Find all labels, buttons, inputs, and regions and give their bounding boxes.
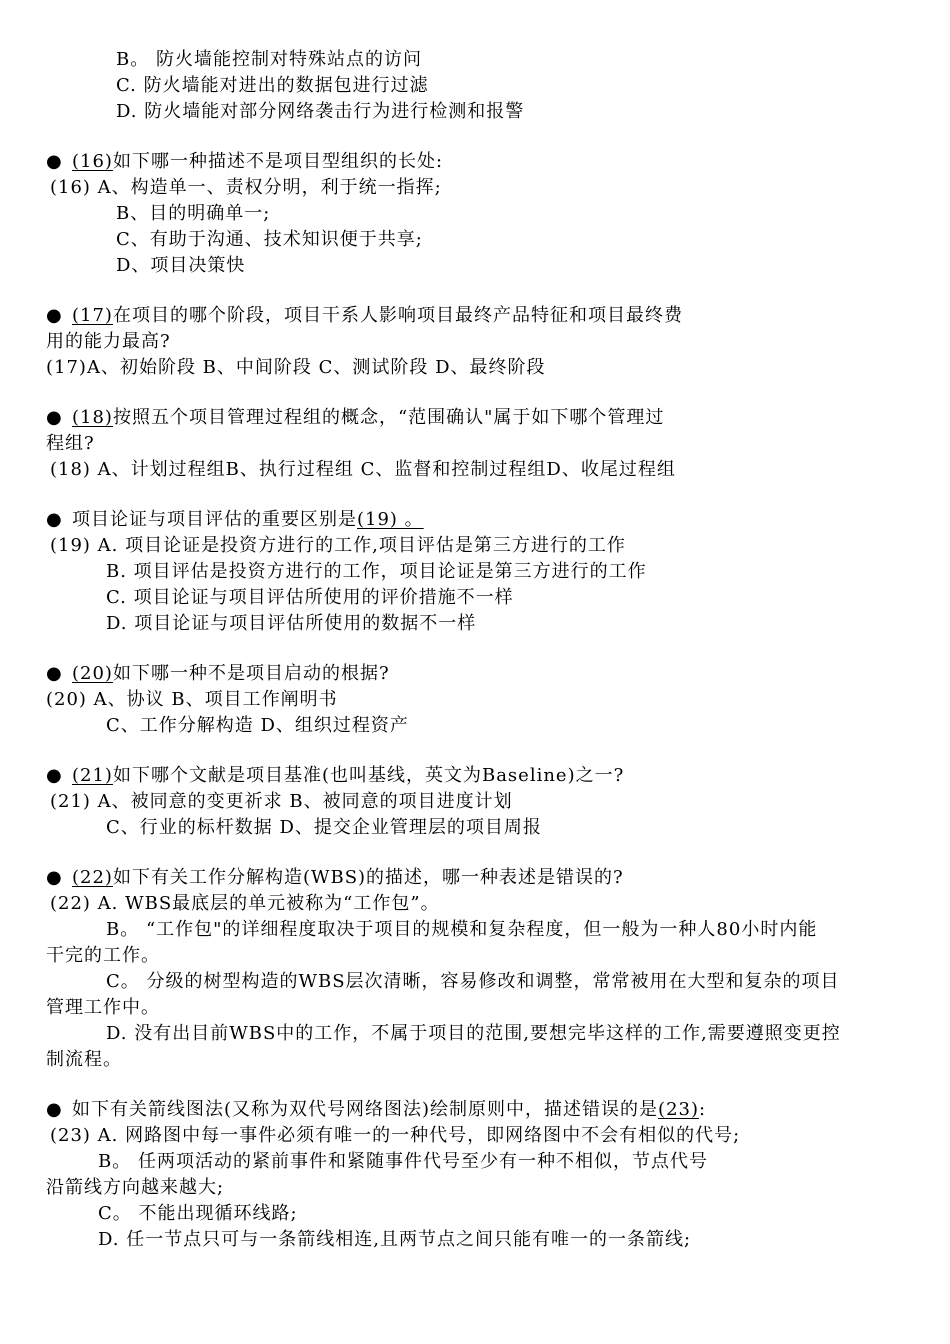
- option-d: D. 任一节点只可与一条箭线相连,且两节点之间只能有唯一的一条箭线;: [98, 1229, 692, 1250]
- question-number: (17): [72, 305, 113, 326]
- question-number: (22): [72, 867, 113, 888]
- question-19-stem: [46, 509, 424, 531]
- option-c: C。 不能出现循环线路;: [98, 1203, 298, 1224]
- option-b: B. 项目评估是投资方进行的工作，项目论证是第三方进行的工作: [106, 561, 647, 582]
- question-punct: :: [699, 1099, 707, 1120]
- options-line: (17)A、初始阶段 B、中间阶段 C、测试阶段 D、最终阶段: [46, 357, 546, 378]
- option-a: (23) A. 网路图中每一事件必须有唯一的一种代号，即网络图中不会有相似的代号;: [50, 1125, 741, 1146]
- option-d: D. 防火墙能对部分网络袭击行为进行检测和报警: [116, 101, 525, 122]
- question-text: 如下哪一种描述不是项目型组织的长处:: [112, 151, 444, 172]
- question-number: (18): [72, 407, 113, 428]
- bullet-icon: ●: [46, 663, 63, 684]
- question-18-stem: [46, 407, 664, 429]
- option-c: C. 防火墙能对进出的数据包进行过滤: [116, 75, 429, 96]
- option-c-continued: 管理工作中。: [46, 997, 160, 1018]
- option-c: C. 项目论证与项目评估所使用的评价措施不一样: [106, 587, 514, 608]
- options-line: (21) A、被同意的变更祈求 B、被同意的项目进度计划: [50, 791, 513, 812]
- option-b: B。 任两项活动的紧前事件和紧随事件代号至少有一种不相似，节点代号: [98, 1151, 708, 1172]
- option-d-continued: 制流程。: [46, 1049, 122, 1070]
- bullet-icon: ●: [46, 407, 63, 428]
- option-b: B、目的明确单一;: [116, 203, 271, 224]
- question-text-continued: 程组?: [46, 433, 95, 454]
- bullet-icon: ●: [46, 151, 63, 172]
- question-22-stem: [46, 867, 624, 889]
- bullet-icon: ●: [46, 765, 63, 786]
- options-line: C、工作分解构造 D、组织过程资产: [106, 715, 409, 736]
- question-21-stem: [46, 765, 624, 787]
- question-text: 如下有关工作分解构造(WBS)的描述，哪一种表述是错误的?: [112, 867, 624, 888]
- question-number: (23): [658, 1099, 699, 1120]
- option-a: (19) A. 项目论证是投资方进行的工作,项目评估是第三方进行的工作: [50, 535, 626, 556]
- question-23-stem: [46, 1099, 706, 1121]
- option-b-continued: 干完的工作。: [46, 945, 160, 966]
- question-text: 如下哪一种不是项目启动的根据?: [112, 663, 390, 684]
- option-d: D. 项目论证与项目评估所使用的数据不一样: [106, 613, 477, 634]
- question-number: (16): [72, 151, 113, 172]
- question-20-stem: [46, 663, 390, 685]
- option-a: (22) A. WBS最底层的单元被称为“工作包”。: [50, 893, 440, 914]
- options-line: (18) A、计划过程组B、执行过程组 C、监督和控制过程组D、收尾过程组: [50, 459, 676, 480]
- option-b: B。 防火墙能控制对特殊站点的访问: [116, 49, 422, 70]
- question-text: 如下哪个文献是项目基准(也叫基线，英文为Baseline)之一?: [112, 765, 625, 786]
- question-text-continued: 用的能力最高?: [46, 331, 171, 352]
- option-c: C。 分级的树型构造的WBS层次清晰，容易修改和调整，常常被用在大型和复杂的项目: [106, 971, 840, 992]
- option-b: B。 “工作包"的详细程度取决于项目的规模和复杂程度，但一般为一种人80小时内能: [106, 919, 818, 940]
- option-d: D、项目决策快: [116, 255, 246, 276]
- question-text: 在项目的哪个阶段，项目干系人影响项目最终产品特征和项目最终费: [112, 305, 683, 326]
- question-number: (19) 。: [357, 509, 424, 530]
- question-text: 如下有关箭线图法(又称为双代号网络图法)绘制原则中，描述错误的是: [72, 1099, 659, 1120]
- bullet-icon: ●: [46, 867, 63, 888]
- bullet-icon: ●: [46, 1099, 63, 1120]
- question-text: 项目论证与项目评估的重要区别是: [72, 509, 357, 530]
- question-number: (20): [72, 663, 113, 684]
- question-number: (21): [72, 765, 113, 786]
- options-line: (20) A、协议 B、项目工作阐明书: [46, 689, 338, 710]
- option-d: D. 没有出目前WBS中的工作，不属于项目的范围,要想完毕这样的工作,需要遵照变更控: [106, 1023, 841, 1044]
- option-a: (16) A、构造单一、责权分明，利于统一指挥;: [50, 177, 442, 198]
- options-line: C、行业的标杆数据 D、提交企业管理层的项目周报: [106, 817, 542, 838]
- option-c: C、有助于沟通、技术知识便于共享;: [116, 229, 423, 250]
- bullet-icon: ●: [46, 509, 63, 530]
- bullet-icon: ●: [46, 305, 63, 326]
- option-b-continued: 沿箭线方向越来越大;: [46, 1177, 225, 1198]
- question-17-stem: [46, 305, 683, 327]
- question-16-stem: [46, 151, 443, 173]
- question-text: 按照五个项目管理过程组的概念，“范围确认"属于如下哪个管理过: [112, 407, 665, 428]
